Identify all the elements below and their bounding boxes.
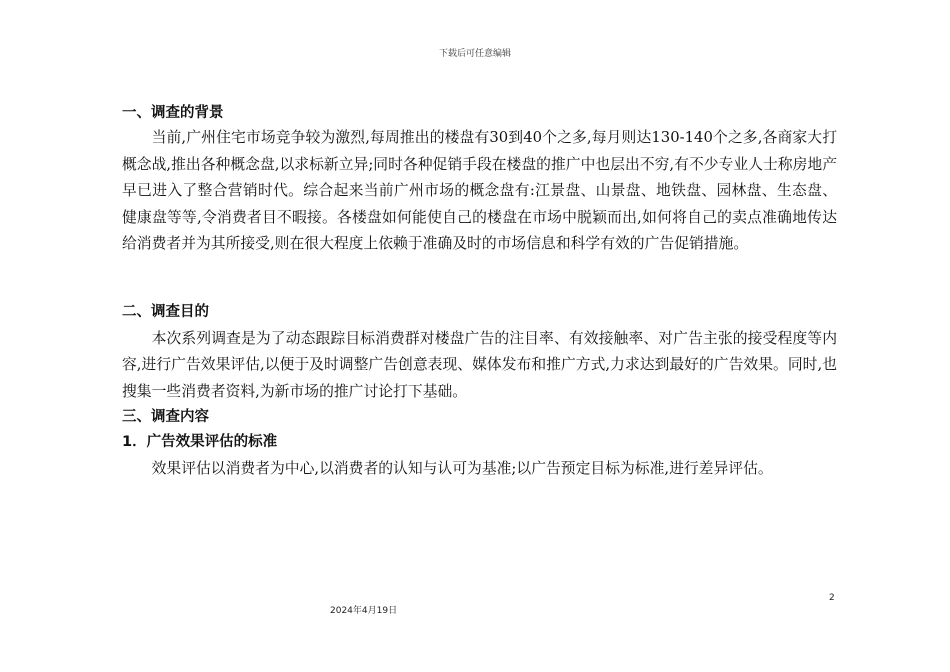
- document-body: [122, 101, 837, 483]
- paragraph-criteria: 效果评估以消费者为中心,以消费者的认知与认可为基准;以广告预定目标为标准,进行差异评估。: [151, 460, 773, 477]
- footer-date: 2024年4月19日: [330, 606, 398, 616]
- subsection-heading-criteria: 1．广告效果评估的标准: [122, 434, 278, 450]
- paragraph-purpose: 本次系列调查是为了动态跟踪目标消费群对楼盘广告的注目率、有效接触率、对广告主张的接受程度等内容,进行广告效果评估,以便于及时调整广告创意表现、媒体发布和推广方式,力求达到最好的广告效果。同时,也搜集一些消费者资料,为新市场的推广讨论打下基础。: [122, 329, 837, 400]
- section-spacer: [122, 258, 837, 282]
- section-heading-content: 三、调查内容: [122, 409, 209, 425]
- page-number: 2: [829, 593, 835, 603]
- paragraph-background: 当前,广州住宅市场竞争较为激烈,每周推出的楼盘有30到40个之多,每月则达130-140个之多,各商家大打概念战,推出各种概念盘,以求标新立异;同时各种促销手段在楼盘的推广中也层出不穷,有不少专业人士称房地产早已进入了整合营销时代。综合起来当前广州市场的概念盘有:江景盘、山景盘、地铁盘、园林盘、生态盘、健康盘等等,令消费者目不暇接。各楼盘如何能使自己的楼盘在市场中脱颖而出,如何将自己的卖点准确地传达给消费者并为其所接受,则在很大程度上依赖于准确及时的市场信息和科学有效的广告促销措施。: [122, 129, 837, 252]
- header-note: 下载后可任意编辑: [438, 49, 511, 59]
- section-heading-purpose: 二、调查目的: [122, 303, 209, 320]
- section-heading-background: 一、调查的背景: [122, 105, 224, 121]
